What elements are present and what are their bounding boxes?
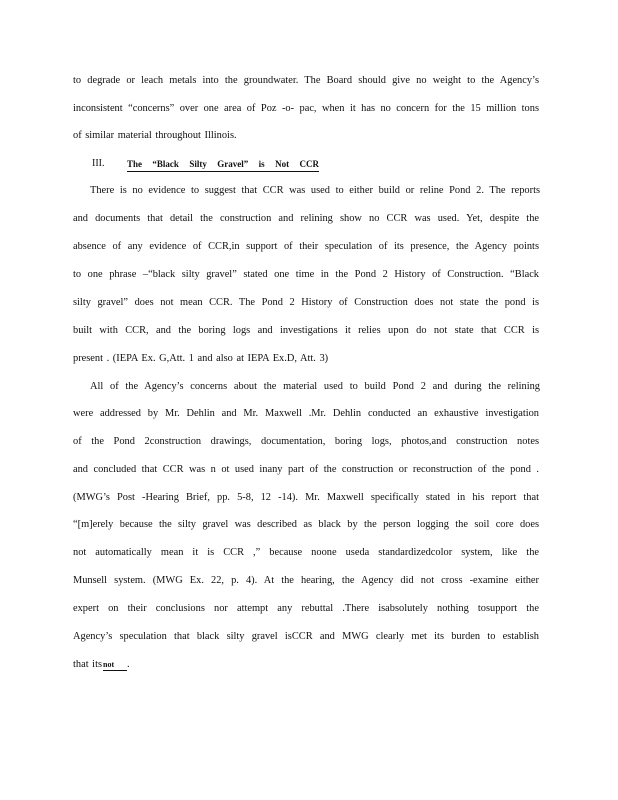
paragraph-line: inconsistent “concerns” over one area of Poz -o- pac, when it has no concern for the 15 million tons [73, 103, 539, 114]
paragraph-line: were addressed by Mr. Dehlin and Mr. Maxwell .Mr. Dehlin conducted an exhaustive investigation [73, 408, 539, 419]
paragraph-line: present . (IEPA Ex. G,Att. 1 and also at IEPA Ex.D, Att. 3) [73, 353, 329, 364]
section-heading: The “Black Silty Gravel” is Not CCR [127, 157, 319, 172]
paragraph-line: All of the Agency’s concerns about the material used to build Pond 2 and during the relining [90, 381, 540, 392]
paragraph-line: expert on their conclusions nor attempt any rebuttal .There isabsolutely nothing tosupport the [73, 603, 539, 614]
paragraph-line: silty gravel” does not mean CCR. The Pond 2 History of Construction does not state the pond is [73, 297, 539, 308]
paragraph-line: not automatically mean it is CCR ,” because noone useda standardizedcolor system, like the [73, 547, 539, 558]
paragraph-line: and concluded that CCR was n ot used inany part of the construction or reconstruction of the pond . [73, 464, 539, 475]
paragraph-line: “[m]erely because the silty gravel was described as black by the person logging the soil core does [73, 519, 539, 530]
paragraph-line: Munsell system. (MWG Ex. 22, p. 4). At the hearing, the Agency did not cross -examine either [73, 575, 539, 586]
paragraph-line: to degrade or leach metals into the groundwater. The Board should give no weight to the Agency’s [73, 75, 539, 86]
paragraph-line: to one phrase –“black silty gravel” stated one time in the Pond 2 History of Construction. “Black [73, 269, 539, 280]
paragraph-line: and documents that detail the construction and relining show no CCR was used. Yet, despite the [73, 213, 539, 224]
final-line-period: . [127, 659, 130, 670]
paragraph-line-final [73, 658, 539, 672]
final-line-text: that its [73, 659, 102, 670]
paragraph-line: There is no evidence to suggest that CCR was used to either build or reline Pond 2. The reports [90, 185, 540, 196]
paragraph-line: absence of any evidence of CCR,in support of their speculation of its presence, the Agency points [73, 241, 539, 252]
paragraph-line: (MWG’s Post -Hearing Brief, pp. 5-8, 12 -14). Mr. Maxwell specifically stated in his report that [73, 492, 539, 503]
paragraph-line: of the Pond 2construction drawings, documentation, boring logs, photos,and construction notes [73, 436, 539, 447]
paragraph-line: of similar material throughout Illinois. [73, 130, 237, 141]
underlined-word: not [103, 660, 127, 671]
section-number: III. [92, 158, 105, 169]
paragraph-line: Agency’s speculation that black silty gravel isCCR and MWG clearly met its burden to establish [73, 631, 539, 642]
paragraph-line: built with CCR, and the boring logs and investigations it relies upon do not state that CCR is [73, 325, 539, 336]
